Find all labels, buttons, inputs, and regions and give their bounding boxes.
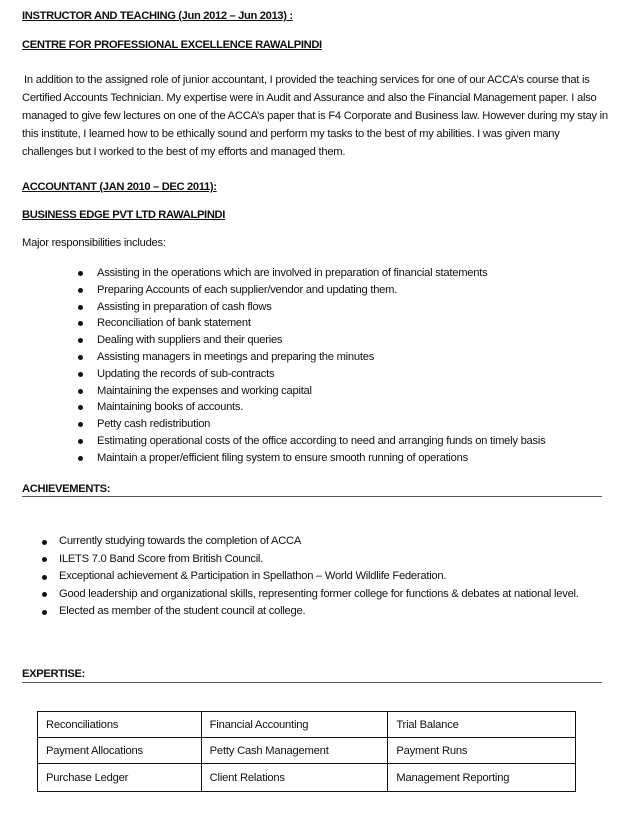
bullet-icon — [42, 540, 47, 545]
list-item — [97, 383, 545, 400]
bullet-icon — [78, 405, 83, 410]
bullet-icon — [78, 321, 83, 326]
instructor-org: CENTRE FOR PROFESSIONAL EXCELLENCE RAWALPINDI — [22, 39, 322, 51]
list-item-text: Maintaining books of accounts. — [97, 401, 244, 414]
instructor-line: challenges but I worked to the best of my efforts and managed them. — [22, 146, 346, 158]
list-item-text: Maintaining the expenses and working capital — [97, 384, 312, 397]
list-item — [59, 551, 579, 569]
instructor-line: In addition to the assigned role of junior accountant, I provided the teaching services for one of our ACCA’s course that is — [24, 74, 590, 86]
list-item — [97, 450, 545, 467]
bullet-icon — [78, 372, 83, 377]
bullet-icon — [78, 338, 83, 343]
list-item — [59, 603, 579, 621]
list-item — [97, 416, 545, 433]
list-item — [97, 399, 545, 416]
list-item-text: Elected as member of the student council at college. — [59, 605, 306, 617]
list-item-text: Assisting in preparation of cash flows — [97, 300, 272, 313]
table-cell: Purchase Ledger — [38, 764, 202, 792]
table-cell: Trial Balance — [388, 712, 576, 738]
accountant-org: BUSINESS EDGE PVT LTD RAWALPINDI — [22, 209, 226, 221]
table-cell: Reconciliations — [38, 712, 202, 738]
list-item-text: ILETS 7.0 Band Score from British Council. — [59, 552, 264, 565]
table-row — [38, 764, 576, 792]
list-item — [97, 265, 545, 282]
instructor-description — [22, 71, 608, 161]
bullet-icon — [42, 575, 47, 580]
achievements-divider — [22, 496, 602, 497]
list-item-text: Assisting managers in meetings and preparing the minutes — [97, 350, 375, 363]
accountant-heading: ACCOUNTANT (JAN 2010 – DEC 2011): — [22, 181, 217, 193]
table-cell: Management Reporting — [388, 764, 576, 792]
table-cell: Client Relations — [201, 764, 388, 792]
list-item — [97, 282, 545, 299]
table-cell: Petty Cash Management — [201, 738, 388, 764]
bullet-icon — [78, 456, 83, 461]
list-item-text: Preparing Accounts of each supplier/vendor and updating them. — [97, 283, 398, 296]
responsibilities-list — [97, 265, 545, 467]
list-item-text: Reconciliation of bank statement — [97, 317, 251, 330]
list-item — [59, 568, 579, 586]
list-item — [97, 433, 545, 450]
bullet-icon — [78, 439, 83, 444]
expertise-divider — [22, 682, 602, 683]
instructor-line: managed to give few lectures on one of the ACCA’s paper that is F4 Corporate and Business law. However during my stay in — [22, 110, 608, 122]
list-item-text: Estimating operational costs of the office according to need and arranging funds on timely basis — [97, 434, 546, 447]
instructor-heading: INSTRUCTOR AND TEACHING (Jun 2012 – Jun 2013) : — [22, 10, 293, 22]
list-item-text: Currently studying towards the completion of ACCA — [59, 535, 302, 547]
bullet-icon — [78, 271, 83, 276]
list-item-text: Dealing with suppliers and their queries — [97, 334, 283, 347]
table-row — [38, 738, 576, 764]
table-row — [38, 712, 576, 738]
bullet-icon — [78, 389, 83, 394]
list-item — [97, 349, 545, 366]
instructor-line: this institute, I learned how to be ethically sound and perform my tasks to the best of my abilities. I was given many — [22, 128, 560, 140]
list-item-text: Exceptional achievement & Participation in Spellathon – World Wildlife Federation. — [59, 570, 447, 582]
achievements-list — [59, 533, 579, 621]
bullet-icon — [78, 355, 83, 360]
list-item — [97, 332, 545, 349]
list-item — [97, 315, 545, 332]
list-item — [59, 533, 579, 551]
list-item-text: Good leadership and organizational skills, representing former college for functions & debates at national level. — [59, 587, 579, 600]
list-item — [97, 299, 545, 316]
bullet-icon — [78, 305, 83, 310]
bullet-icon — [42, 610, 47, 615]
achievements-heading: ACHIEVEMENTS: — [22, 483, 111, 495]
bullet-icon — [42, 592, 47, 597]
table-cell: Financial Accounting — [201, 712, 388, 738]
list-item — [97, 366, 545, 383]
expertise-heading: EXPERTISE: — [22, 668, 86, 680]
expertise-table — [37, 711, 576, 792]
bullet-icon — [78, 422, 83, 427]
table-cell: Payment Allocations — [38, 738, 202, 764]
bullet-icon — [42, 557, 47, 562]
list-item-text: Updating the records of sub-contracts — [97, 367, 275, 380]
list-item-text: Assisting in the operations which are involved in preparation of financial statements — [97, 267, 488, 279]
list-item-text: Maintain a proper/efficient filing system to ensure smooth running of operations — [97, 451, 468, 464]
list-item-text: Petty cash redistribution — [97, 418, 211, 431]
responsibilities-intro: Major responsibilities includes: — [22, 237, 166, 249]
list-item — [59, 586, 579, 604]
table-cell: Payment Runs — [388, 738, 576, 764]
bullet-icon — [78, 288, 83, 293]
instructor-line: Certified Accounts Technician. My expertise were in Audit and Assurance and also the Financial Management paper. I also — [22, 92, 597, 104]
